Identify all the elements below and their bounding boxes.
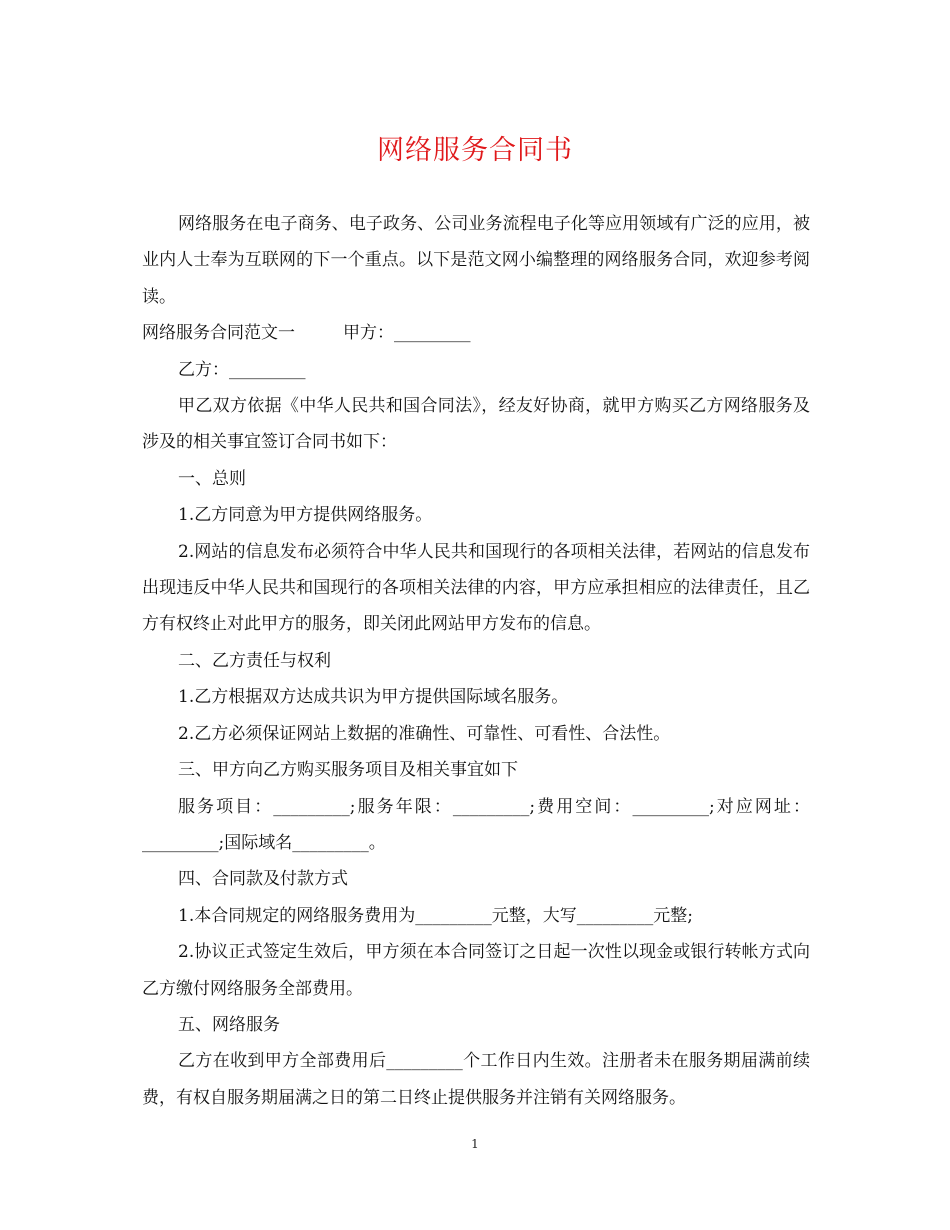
document-title: 网络服务合同书	[377, 135, 573, 166]
sample-heading-line	[142, 315, 810, 351]
section-heading: 一、总则	[178, 468, 246, 489]
intro-paragraph: 网络服务在电子商务、电子政务、公司业务流程电子化等应用领域有广泛的应用，被业内人士奉为互联网的下一个重点。以下是范文网小编整理的网络服务合同，欢迎参考阅读。	[142, 214, 810, 307]
clause-paragraph: 乙方在收到甲方全部费用后_________个工作日内生效。注册者未在服务期届满前续费，有权自服务期届满之日的第二日终止提供服务并注销有关网络服务。	[142, 1051, 810, 1108]
clause-paragraph: 2.乙方必须保证网站上数据的准确性、可靠性、可看性、合法性。	[178, 723, 671, 744]
party-a-line: 甲方：_________	[343, 323, 471, 344]
clause-paragraph: 1.本合同规定的网络服务费用为_________元整，大写_________元整;	[178, 905, 693, 926]
section-heading: 三、甲方向乙方购买服务项目及相关事宜如下	[178, 760, 518, 781]
preamble-paragraph: 甲乙双方依据《中华人民共和国合同法》，经友好协商，就甲方购买乙方网络服务及涉及的相关事宜签订合同书如下：	[142, 396, 810, 453]
clause-paragraph: 服务项目：_________;服务年限：_________;费用空间：_________;对应网址：_________;国际域名_________。	[142, 796, 810, 853]
section-heading: 四、合同款及付款方式	[178, 869, 348, 890]
section-heading: 五、网络服务	[178, 1014, 280, 1035]
party-b-line: 乙方：_________	[178, 359, 306, 380]
document-body	[142, 206, 810, 1116]
page-number: 1	[471, 1137, 479, 1151]
clause-paragraph: 1.乙方根据双方达成共识为甲方提供国际域名服务。	[178, 687, 569, 708]
clause-paragraph: 2.协议正式签定生效后，甲方须在本合同签订之日起一次性以现金或银行转帐方式向乙方缴付网络服务全部费用。	[142, 942, 810, 999]
sample-heading: 网络服务合同范文一	[142, 323, 295, 344]
section-heading: 二、乙方责任与权利	[178, 650, 331, 671]
clause-paragraph: 2.网站的信息发布必须符合中华人民共和国现行的各项相关法律，若网站的信息发布出现违反中华人民共和国现行的各项相关法律的内容，甲方应承担相应的法律责任，且乙方有权终止对此甲方的服务，即关闭此网站甲方发布的信息。	[142, 541, 810, 635]
clause-paragraph: 1.乙方同意为甲方提供网络服务。	[178, 505, 433, 526]
